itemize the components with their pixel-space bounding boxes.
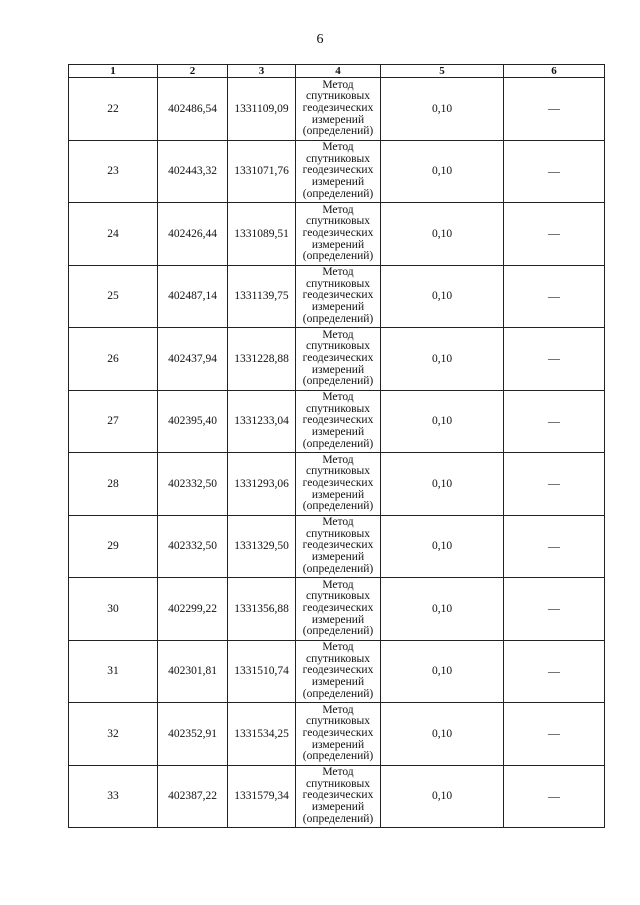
dash-mark: — bbox=[548, 788, 560, 803]
method-line: геодезических bbox=[302, 664, 374, 677]
table-header-row bbox=[69, 65, 605, 78]
method-line: спутниковых bbox=[305, 652, 370, 665]
table-row bbox=[69, 765, 605, 828]
table-row bbox=[69, 328, 605, 391]
method-line: (определений) bbox=[302, 125, 374, 138]
x-coordinate-cell: 402443,32 bbox=[158, 140, 228, 203]
point-number-cell: 33 bbox=[69, 765, 158, 828]
x-coordinate-cell: 402352,91 bbox=[158, 703, 228, 766]
method-line: (определений) bbox=[302, 250, 374, 263]
note-cell bbox=[504, 578, 605, 641]
table-row bbox=[69, 703, 605, 766]
y-coordinate-cell: 1331228,88 bbox=[228, 328, 296, 391]
method-cell bbox=[296, 265, 381, 328]
method-line: Метод bbox=[322, 703, 354, 716]
method-cell bbox=[296, 640, 381, 703]
dash-mark: — bbox=[548, 601, 560, 616]
method-line: (определений) bbox=[302, 375, 374, 388]
y-coordinate-cell: 1331579,34 bbox=[228, 765, 296, 828]
point-number-cell: 30 bbox=[69, 578, 158, 641]
y-coordinate-cell: 1331233,04 bbox=[228, 390, 296, 453]
x-coordinate-cell: 402332,50 bbox=[158, 515, 228, 578]
method-cell bbox=[296, 453, 381, 516]
method-cell bbox=[296, 140, 381, 203]
point-number-cell: 26 bbox=[69, 328, 158, 391]
page-number: 6 bbox=[316, 32, 324, 47]
dash-mark: — bbox=[548, 476, 560, 491]
method-line: (определений) bbox=[302, 687, 374, 700]
point-number-cell: 28 bbox=[69, 453, 158, 516]
method-line: измерений bbox=[311, 738, 365, 751]
method-line: спутниковых bbox=[305, 90, 370, 103]
method-cell bbox=[296, 390, 381, 453]
method-line: (определений) bbox=[302, 812, 374, 825]
accuracy-cell: 0,10 bbox=[381, 765, 504, 828]
method-line: спутниковых bbox=[305, 152, 370, 165]
dash-mark: — bbox=[548, 351, 560, 366]
y-coordinate-cell: 1331293,06 bbox=[228, 453, 296, 516]
header-col-5: 5 bbox=[381, 65, 504, 78]
method-line: измерений bbox=[311, 426, 365, 439]
method-line: измерений bbox=[311, 176, 365, 189]
method-line: (определений) bbox=[302, 437, 374, 450]
method-line: Метод bbox=[322, 266, 354, 279]
method-line: Метод bbox=[322, 766, 354, 779]
method-line: геодезических bbox=[302, 164, 374, 177]
method-line: (определений) bbox=[302, 625, 374, 638]
method-line: измерений bbox=[311, 613, 365, 626]
method-line: геодезических bbox=[302, 726, 374, 739]
method-line: Метод bbox=[322, 391, 354, 404]
accuracy-cell: 0,10 bbox=[381, 203, 504, 266]
y-coordinate-cell: 1331356,88 bbox=[228, 578, 296, 641]
method-line: измерений bbox=[311, 238, 365, 251]
table-row bbox=[69, 265, 605, 328]
method-line: спутниковых bbox=[305, 465, 370, 478]
method-line: Метод bbox=[322, 328, 354, 341]
accuracy-cell: 0,10 bbox=[381, 265, 504, 328]
note-cell bbox=[504, 453, 605, 516]
dash-mark: — bbox=[548, 413, 560, 428]
method-line: геодезических bbox=[302, 539, 374, 552]
method-line: спутниковых bbox=[305, 402, 370, 415]
method-line: геодезических bbox=[302, 101, 374, 114]
note-cell bbox=[504, 390, 605, 453]
method-cell bbox=[296, 578, 381, 641]
table-row bbox=[69, 453, 605, 516]
x-coordinate-cell: 402387,22 bbox=[158, 765, 228, 828]
accuracy-cell: 0,10 bbox=[381, 78, 504, 141]
note-cell bbox=[504, 78, 605, 141]
table-row bbox=[69, 578, 605, 641]
method-line: (определений) bbox=[302, 187, 374, 200]
x-coordinate-cell: 402486,54 bbox=[158, 78, 228, 141]
dash-mark: — bbox=[548, 726, 560, 741]
method-line: спутниковых bbox=[305, 277, 370, 290]
y-coordinate-cell: 1331089,51 bbox=[228, 203, 296, 266]
point-number-cell: 31 bbox=[69, 640, 158, 703]
dash-mark: — bbox=[548, 163, 560, 178]
method-cell bbox=[296, 78, 381, 141]
x-coordinate-cell: 402395,40 bbox=[158, 390, 228, 453]
method-line: измерений bbox=[311, 551, 365, 564]
method-line: измерений bbox=[311, 488, 365, 501]
method-line: Метод bbox=[322, 453, 354, 466]
note-cell bbox=[504, 265, 605, 328]
note-cell bbox=[504, 203, 605, 266]
header-col-6: 6 bbox=[504, 65, 605, 78]
table-row bbox=[69, 515, 605, 578]
x-coordinate-cell: 402437,94 bbox=[158, 328, 228, 391]
method-line: (определений) bbox=[302, 312, 374, 325]
method-line: Метод bbox=[322, 141, 354, 154]
x-coordinate-cell: 402426,44 bbox=[158, 203, 228, 266]
header-col-4: 4 bbox=[296, 65, 381, 78]
method-line: измерений bbox=[311, 113, 365, 126]
note-cell bbox=[504, 640, 605, 703]
dash-mark: — bbox=[548, 101, 560, 116]
x-coordinate-cell: 402301,81 bbox=[158, 640, 228, 703]
method-line: спутниковых bbox=[305, 715, 370, 728]
method-line: (определений) bbox=[302, 562, 374, 575]
y-coordinate-cell: 1331329,50 bbox=[228, 515, 296, 578]
method-line: спутниковых bbox=[305, 527, 370, 540]
point-number-cell: 27 bbox=[69, 390, 158, 453]
method-line: геодезических bbox=[302, 351, 374, 364]
method-cell bbox=[296, 328, 381, 391]
accuracy-cell: 0,10 bbox=[381, 640, 504, 703]
header-col-3: 3 bbox=[228, 65, 296, 78]
y-coordinate-cell: 1331139,75 bbox=[228, 265, 296, 328]
y-coordinate-cell: 1331534,25 bbox=[228, 703, 296, 766]
method-line: спутниковых bbox=[305, 590, 370, 603]
method-line: геодезических bbox=[302, 289, 374, 302]
method-line: геодезических bbox=[302, 601, 374, 614]
method-line: геодезических bbox=[302, 789, 374, 802]
dash-mark: — bbox=[548, 288, 560, 303]
table-body bbox=[69, 78, 605, 828]
method-cell bbox=[296, 765, 381, 828]
method-line: Метод bbox=[322, 516, 354, 529]
accuracy-cell: 0,10 bbox=[381, 140, 504, 203]
note-cell bbox=[504, 328, 605, 391]
accuracy-cell: 0,10 bbox=[381, 578, 504, 641]
method-line: Метод bbox=[322, 641, 354, 654]
method-line: измерений bbox=[311, 801, 365, 814]
note-cell bbox=[504, 140, 605, 203]
method-line: спутниковых bbox=[305, 215, 370, 228]
header-col-1: 1 bbox=[69, 65, 158, 78]
method-line: Метод bbox=[322, 203, 354, 216]
dash-mark: — bbox=[548, 663, 560, 678]
method-line: спутниковых bbox=[305, 340, 370, 353]
note-cell bbox=[504, 515, 605, 578]
method-line: спутниковых bbox=[305, 777, 370, 790]
method-line: измерений bbox=[311, 676, 365, 689]
method-line: Метод bbox=[322, 578, 354, 591]
table-row bbox=[69, 78, 605, 141]
note-cell bbox=[504, 703, 605, 766]
point-number-cell: 24 bbox=[69, 203, 158, 266]
note-cell bbox=[504, 765, 605, 828]
method-line: геодезических bbox=[302, 476, 374, 489]
y-coordinate-cell: 1331109,09 bbox=[228, 78, 296, 141]
method-line: геодезических bbox=[302, 226, 374, 239]
coordinates-table bbox=[68, 64, 605, 828]
header-col-2: 2 bbox=[158, 65, 228, 78]
method-line: (определений) bbox=[302, 500, 374, 513]
x-coordinate-cell: 402332,50 bbox=[158, 453, 228, 516]
point-number-cell: 32 bbox=[69, 703, 158, 766]
point-number-cell: 29 bbox=[69, 515, 158, 578]
x-coordinate-cell: 402299,22 bbox=[158, 578, 228, 641]
dash-mark: — bbox=[548, 226, 560, 241]
dash-mark: — bbox=[548, 538, 560, 553]
method-cell bbox=[296, 203, 381, 266]
y-coordinate-cell: 1331071,76 bbox=[228, 140, 296, 203]
accuracy-cell: 0,10 bbox=[381, 515, 504, 578]
accuracy-cell: 0,10 bbox=[381, 328, 504, 391]
table-row bbox=[69, 140, 605, 203]
accuracy-cell: 0,10 bbox=[381, 703, 504, 766]
table-row bbox=[69, 640, 605, 703]
point-number-cell: 22 bbox=[69, 78, 158, 141]
accuracy-cell: 0,10 bbox=[381, 390, 504, 453]
x-coordinate-cell: 402487,14 bbox=[158, 265, 228, 328]
method-line: геодезических bbox=[302, 414, 374, 427]
method-line: измерений bbox=[311, 363, 365, 376]
method-cell bbox=[296, 515, 381, 578]
table-row bbox=[69, 203, 605, 266]
point-number-cell: 23 bbox=[69, 140, 158, 203]
method-cell bbox=[296, 703, 381, 766]
method-line: (определений) bbox=[302, 750, 374, 763]
method-line: Метод bbox=[322, 78, 354, 91]
y-coordinate-cell: 1331510,74 bbox=[228, 640, 296, 703]
method-line: измерений bbox=[311, 301, 365, 314]
point-number-cell: 25 bbox=[69, 265, 158, 328]
table-row bbox=[69, 390, 605, 453]
accuracy-cell: 0,10 bbox=[381, 453, 504, 516]
